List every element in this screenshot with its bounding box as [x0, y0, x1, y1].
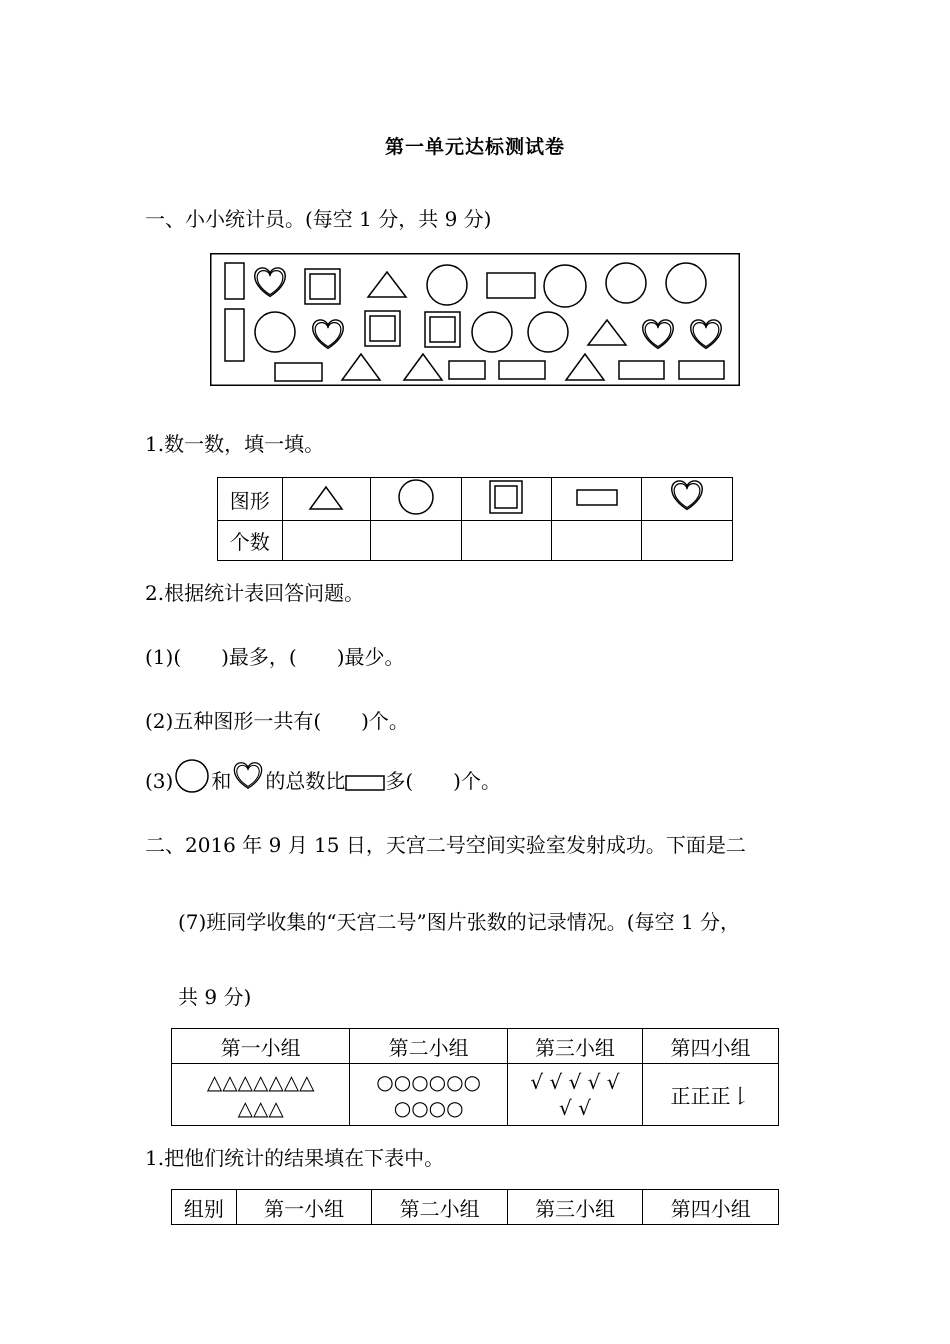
triangle-icon [588, 320, 626, 345]
result-table [171, 1189, 779, 1225]
section2-heading-line1: 二、2016 年 9 月 15 日，天宫二号空间实验室发射成功。下面是二 [145, 833, 746, 857]
circle-icon [176, 760, 208, 792]
circle-icon [399, 480, 433, 514]
table-header-triangle [282, 478, 370, 521]
heart-icon [255, 268, 285, 297]
table-label-count: 个数 [218, 521, 283, 561]
record-cell-group1 [172, 1064, 350, 1126]
heart-icon [235, 762, 262, 788]
count-cell-square[interactable] [461, 521, 551, 561]
question-1-2: 2.根据统计表回答问题。 [145, 581, 365, 605]
record-table [171, 1028, 779, 1126]
record-group2-line2: ○○○○ [393, 1095, 464, 1120]
circle-icon [472, 312, 512, 352]
result-header-group4: 第四小组 [643, 1190, 779, 1225]
triangle-icon [342, 354, 380, 380]
circle-icon [427, 265, 467, 305]
question-1-2-2: (2)五种图形一共有( )个。 [145, 709, 409, 733]
rectangle-icon [619, 361, 664, 379]
record-header-group2: 第二小组 [350, 1029, 508, 1064]
rectangle-icon [225, 263, 244, 299]
record-header-group3: 第三小组 [507, 1029, 642, 1064]
q3-prefix: (3) [145, 769, 174, 793]
shape-count-table [217, 477, 733, 561]
record-header-group1: 第一小组 [172, 1029, 350, 1064]
heart-icon [691, 320, 721, 349]
shapes-figure [210, 253, 740, 386]
count-cell-triangle[interactable] [282, 521, 370, 561]
square-icon [490, 481, 522, 513]
page-title: 第一单元达标测试卷 [384, 136, 565, 158]
table-header-circle [371, 478, 461, 521]
count-cell-rectangle[interactable] [551, 521, 642, 561]
square-icon [305, 269, 340, 304]
square-icon [365, 311, 400, 346]
table-header-rectangle [551, 478, 642, 521]
result-header-group2: 第二小组 [372, 1190, 508, 1225]
heart-icon [643, 320, 673, 349]
question-1-1: 1.数一数，填一填。 [145, 432, 325, 456]
count-cell-circle[interactable] [371, 521, 461, 561]
triangle-icon [566, 354, 604, 380]
rectangle-icon [487, 273, 535, 298]
triangle-icon [404, 354, 442, 380]
circle-icon [606, 263, 646, 303]
rectangle-icon [275, 363, 322, 381]
rectangle-icon [346, 776, 384, 790]
circle-icon [666, 263, 706, 303]
question-1-2-1: (1)( )最多，( )最少。 [145, 645, 405, 669]
heart-icon [672, 480, 702, 509]
triangle-icon [368, 272, 406, 297]
count-cell-heart[interactable] [642, 521, 733, 561]
rectangle-icon [499, 361, 545, 379]
q3-suffix: 多( )个。 [385, 769, 501, 793]
rectangle-icon [449, 361, 485, 379]
question-2-1: 1.把他们统计的结果填在下表中。 [145, 1146, 445, 1170]
square-icon [425, 312, 460, 347]
heart-icon [313, 320, 343, 349]
section2-heading-line2: (7)班同学收集的“天宫二号”图片张数的记录情况。(每空 1 分， [178, 910, 741, 934]
table-label-shape: 图形 [218, 478, 283, 521]
table-header-square [461, 478, 551, 521]
result-header-group3: 第三小组 [507, 1190, 643, 1225]
circle-icon [528, 312, 568, 352]
circle-icon [255, 312, 295, 352]
rectangle-icon [577, 490, 617, 505]
circle-icon [544, 265, 586, 307]
record-cell-group2 [350, 1064, 508, 1126]
table-header-heart [642, 478, 733, 521]
q3-and: 和 [211, 769, 232, 793]
q3-mid: 的总数比 [265, 769, 346, 793]
rectangle-icon [679, 361, 724, 379]
result-header-group1: 第一小组 [236, 1190, 372, 1225]
result-header-group: 组别 [172, 1190, 237, 1225]
record-group2-line1: ○○○○○○ [376, 1069, 482, 1094]
section2-heading-line3: 共 9 分) [178, 985, 252, 1009]
rectangle-icon [225, 309, 244, 361]
section1-heading: 一、小小统计员。(每空 1 分，共 9 分) [145, 207, 492, 231]
record-header-group4: 第四小组 [642, 1029, 778, 1064]
record-cell-group3 [507, 1064, 642, 1126]
record-cell-group4: 正正正𠄌 [642, 1064, 778, 1126]
record-group3-line1: √ √ √ √ √ [530, 1069, 620, 1094]
record-group1-line2: △△△ [237, 1095, 284, 1120]
triangle-icon [310, 487, 342, 509]
question-1-2-3 [145, 765, 501, 794]
record-group3-line2: √ √ [559, 1095, 591, 1120]
record-group1-line1: △△△△△△△ [206, 1069, 315, 1094]
